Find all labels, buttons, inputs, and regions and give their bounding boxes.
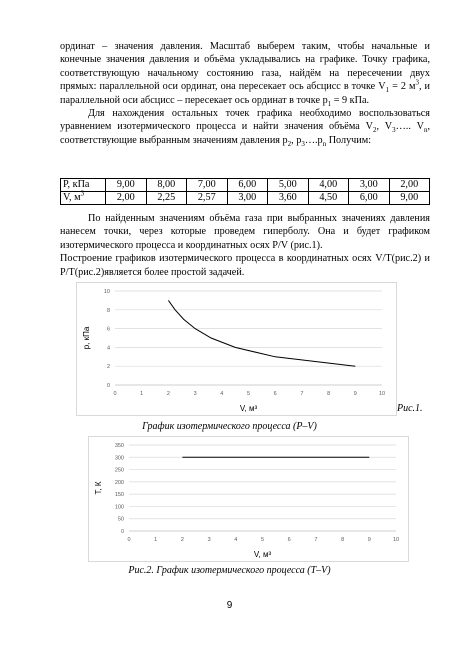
page-number: 9 (226, 600, 233, 611)
x-tick-label: 9 (367, 537, 371, 543)
table-cell: 8,00 (146, 179, 187, 192)
table-cell: 3,00 (349, 179, 390, 192)
x-axis-label: V, м³ (239, 404, 258, 413)
table-cell: 4,00 (308, 179, 349, 192)
x-tick-label: 8 (327, 391, 331, 397)
table-cell: 2,57 (187, 192, 228, 205)
x-tick-label: 7 (314, 537, 318, 543)
x-tick-label: 8 (341, 537, 345, 543)
body-text-middle (60, 212, 430, 279)
tv-chart (88, 436, 409, 562)
paragraph-2: Для нахождения остальных точек графика необходимо воспользоваться уравнением изотермического процесса и найти значения объёма $V_2$, $V_3\dots$.. $V_n$, соответствующие выбранным значениям давления $p_2$, $p_3\dots.p_n$ Получим: (60, 108, 430, 148)
y-tick-label: 50 (117, 516, 124, 523)
x-tick-label: 4 (234, 537, 238, 543)
x-tick-label: 6 (287, 537, 291, 543)
figure-1-caption: График изотермического процесса (P–V) (142, 421, 317, 432)
x-tick-label: 1 (154, 537, 158, 543)
table-cell: 9,00 (106, 179, 147, 192)
x-tick-label: 3 (207, 537, 211, 543)
table-cell: 4,50 (308, 192, 349, 205)
pv-chart (76, 282, 397, 416)
x-tick-label: 4 (220, 391, 224, 397)
y-axis-label: p, кПа (82, 326, 91, 350)
y-tick-label: 150 (114, 492, 124, 499)
table-cell: 6,00 (349, 192, 390, 205)
paragraph-1: ординат – значения давления. Масштаб выберем таким, чтобы начальные и конечные значения давления и объёма укладывались на графике. Точку графика, соответствующую начальному состоянию газа, найдём на пересечении двух прямых: параллельной оси ординат, она пересекает ось абсцисс в точке $V_1 = 2$ $м^3$, и параллельной оси абсцисс – пересекает ось ординат в точке $p_1 = 9$ кПа. (60, 41, 430, 108)
y-tick-label: 4 (106, 345, 110, 352)
table-cell: 5,00 (268, 179, 309, 192)
table-cell: 6,00 (227, 179, 268, 192)
table-row-volume (61, 192, 430, 205)
x-tick-label: 6 (273, 391, 277, 397)
table-cell: 2,25 (146, 192, 187, 205)
y-tick-label: 0 (106, 383, 110, 389)
pv-chart-svg (77, 283, 396, 415)
x-tick-label: 1 (140, 391, 144, 397)
y-axis-label: T, К (94, 481, 103, 495)
paragraph-3: По найденным значениям объёма газа при выбранных значениях давления нанесем точки, через которые проведем гиперболу. Она и будет графиком изотермического процесса и координатных осях P/V (рис.1). (60, 213, 430, 251)
table-cell: 2,00 (106, 192, 147, 205)
table-cell: 3,60 (268, 192, 309, 205)
y-tick-label: 300 (114, 455, 124, 462)
x-tick-label: 10 (378, 391, 386, 397)
y-tick-label: 100 (114, 504, 124, 511)
table-header-pressure: P, кПа (61, 179, 106, 192)
figure-2-caption: Рис.2. График изотермического процесса (T–V) (128, 565, 331, 576)
x-axis-label: V, м³ (253, 550, 272, 559)
pressure-volume-table (60, 178, 430, 205)
body-text-top (60, 40, 430, 147)
y-tick-label: 250 (114, 467, 124, 474)
x-tick-label: 0 (113, 391, 117, 397)
series-line (168, 300, 355, 366)
table-cell: 7,00 (187, 179, 228, 192)
x-tick-label: 0 (127, 537, 131, 543)
y-tick-label: 350 (114, 443, 124, 449)
y-tick-label: 200 (114, 479, 124, 486)
y-tick-label: 2 (106, 364, 110, 371)
x-tick-label: 7 (300, 391, 304, 397)
x-tick-label: 2 (166, 391, 170, 397)
table-cell: 3,00 (227, 192, 268, 205)
y-tick-label: 0 (120, 529, 124, 535)
table-row-pressure (61, 179, 430, 192)
x-tick-label: 5 (260, 537, 265, 543)
x-tick-label: 9 (353, 391, 357, 397)
table-header-volume: V, $м^3$ (61, 192, 106, 205)
table-cell: 2,00 (389, 179, 430, 192)
figure-1-label: Рис.1. (397, 403, 423, 414)
tv-chart-svg (89, 437, 408, 561)
y-tick-label: 6 (106, 326, 110, 333)
table-cell: 9,00 (389, 192, 430, 205)
paragraph-4: Построение графиков изотермического процесса в координатных осях V/T(рис.2) и P/T(рис.2)является более простой задачей. (60, 253, 430, 278)
x-tick-label: 5 (246, 391, 251, 397)
y-tick-label: 10 (103, 289, 110, 295)
x-tick-label: 10 (392, 537, 400, 543)
y-tick-label: 8 (106, 307, 110, 314)
x-tick-label: 3 (193, 391, 197, 397)
x-tick-label: 2 (180, 537, 184, 543)
